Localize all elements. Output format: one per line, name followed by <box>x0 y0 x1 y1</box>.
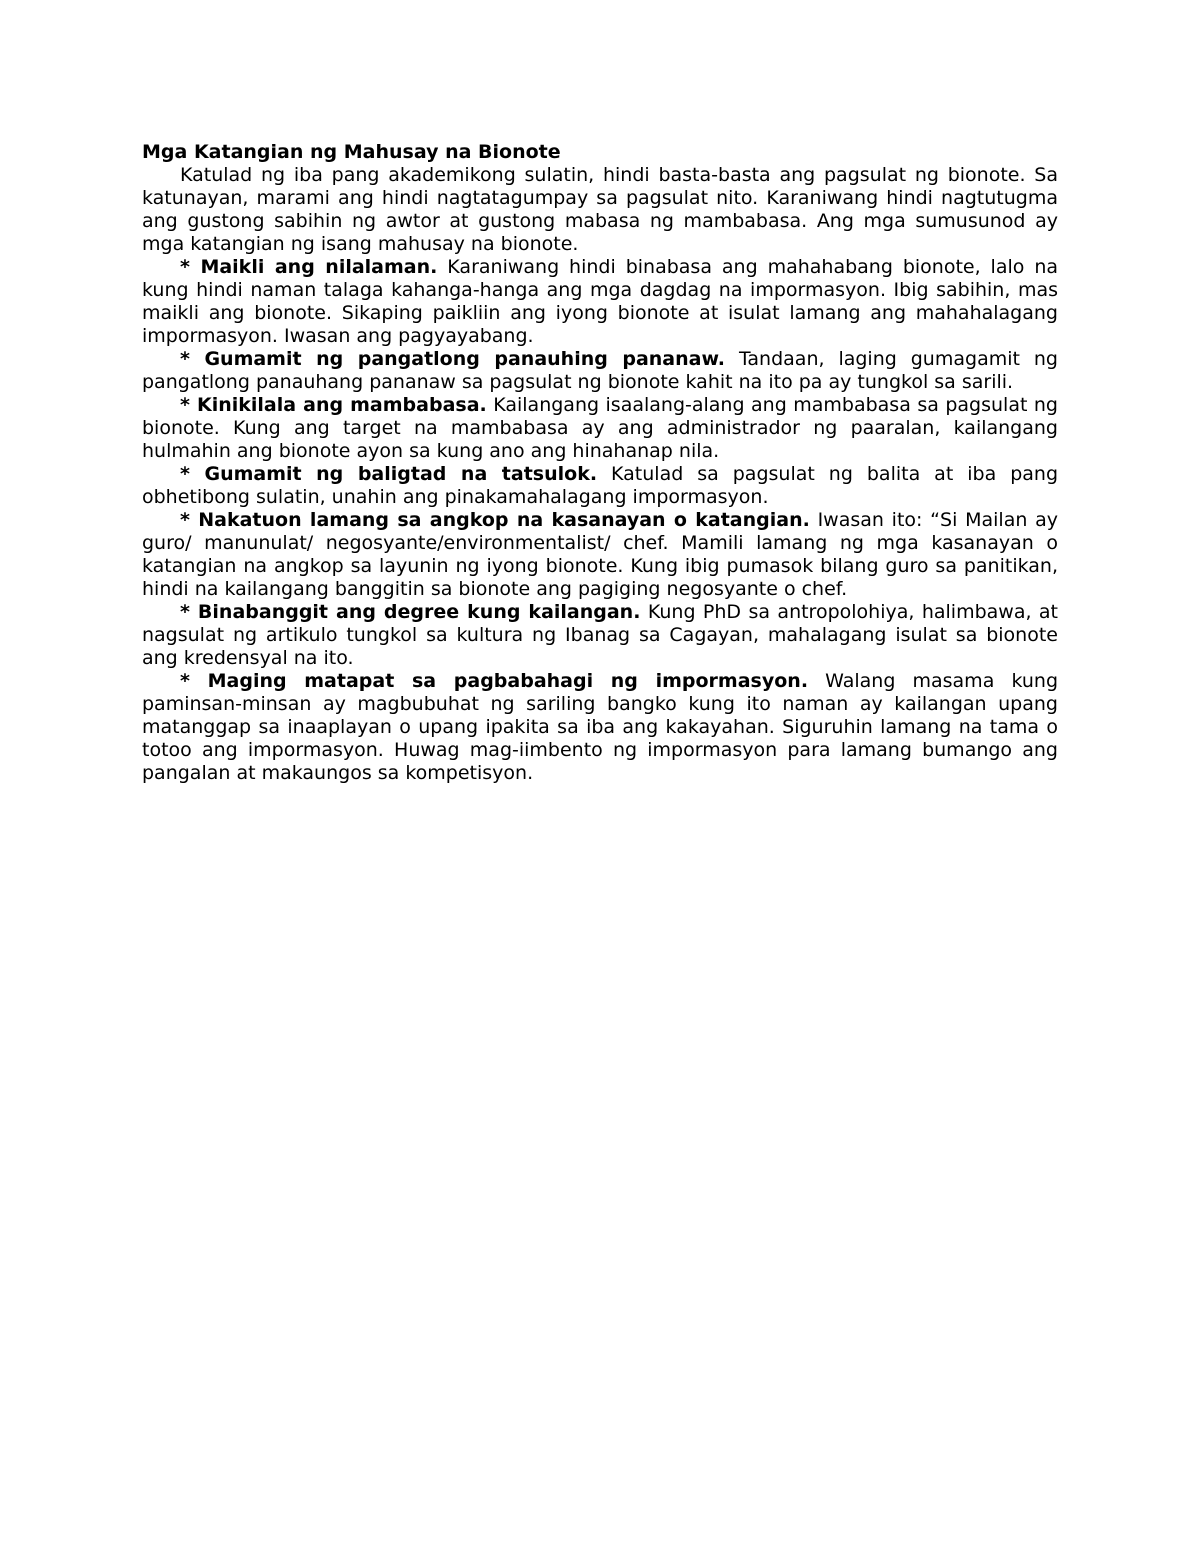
document-body <box>142 141 1058 785</box>
list-item <box>142 670 1058 785</box>
intro-paragraph: Katulad ng iba pang akademikong sulatin, hindi basta-basta ang pagsulat ng bionote. Sa katunayan, marami ang hindi nagtatagumpay sa pagsulat nito. Karaniwang hindi nagtutugma ang gustong sabihin ng awtor at gustong mabasa ng mambabasa. Ang mga sumusunod ay mga katangian ng isang mahusay na bionote. <box>142 164 1058 255</box>
list-item <box>142 463 1058 509</box>
item-heading: * Maikli ang nilalaman. <box>180 256 438 278</box>
item-body: Tandaan, laging gumagamit ng pangatlong panauhang pananaw sa pagsulat ng bionote kahit na ito pa ay tungkol sa sarili. <box>142 348 1058 393</box>
list-item <box>142 601 1058 670</box>
item-body: Iwasan ito: “Si Mailan ay guro/ manunulat/ negosyante/environmentalist/ chef. Mamili lamang ng mga kasanayan o katangian na angkop sa layunin ng iyong bionote. Kung ibig pumasok bilang guro sa panitikan, hindi na kailangang banggitin sa bionote ang pagiging negosyante o chef. <box>142 509 1059 600</box>
item-body: Kailangang isaalang-alang ang mambabasa sa pagsulat ng bionote. Kung ang target na mambabasa ay ang administrador ng paaralan, kailangang hulmahin ang bionote ayon sa kung ano ang hinahanap nila. <box>142 394 1058 462</box>
item-body: Walang masama kung paminsan-minsan ay magbubuhat ng sariling bangko kung ito naman ay kailangan upang matanggap sa inaaplayan o upang ipakita sa iba ang kakayahan. Siguruhin lamang na tama o totoo ang impormasyon. Huwag mag-iimbento ng impormasyon para lamang bumango ang pangalan at makaungos sa kompetisyon. <box>142 670 1059 784</box>
document-title: Mga Katangian ng Mahusay na Bionote <box>142 141 561 163</box>
list-item <box>142 348 1058 394</box>
list-item <box>142 256 1058 348</box>
item-heading: * Gumamit ng baligtad na tatsulok. <box>180 463 598 485</box>
item-heading: * Nakatuon lamang sa angkop na kasanayan o katangian. <box>180 509 810 531</box>
list-item <box>142 394 1058 463</box>
item-body: Katulad sa pagsulat ng balita at iba pang obhetibong sulatin, unahin ang pinakamahalagang impormasyon. <box>142 463 1059 508</box>
list-item <box>142 509 1058 601</box>
item-heading: * Gumamit ng pangatlong panauhing pananaw. <box>180 348 726 370</box>
item-heading: * Maging matapat sa pagbabahagi ng impormasyon. <box>180 670 809 692</box>
item-body: Karaniwang hindi binabasa ang mahahabang bionote, lalo na kung hindi naman talaga kahanga-hanga ang mga dagdag na impormasyon. Ibig sabihin, mas maikli ang bionote. Sikaping paikliin ang iyong bionote at isulat lamang ang mahahalagang impormasyon. Iwasan ang pagyayabang. <box>142 256 1058 347</box>
item-heading: * Kinikilala ang mambabasa. <box>180 394 487 416</box>
item-body: Kung PhD sa antropolohiya, halimbawa, at nagsulat ng artikulo tungkol sa kultura ng Ibanag sa Cagayan, mahalagang isulat sa bionote ang kredensyal na ito. <box>142 601 1059 669</box>
item-heading: * Binabanggit ang degree kung kailangan. <box>180 601 641 623</box>
